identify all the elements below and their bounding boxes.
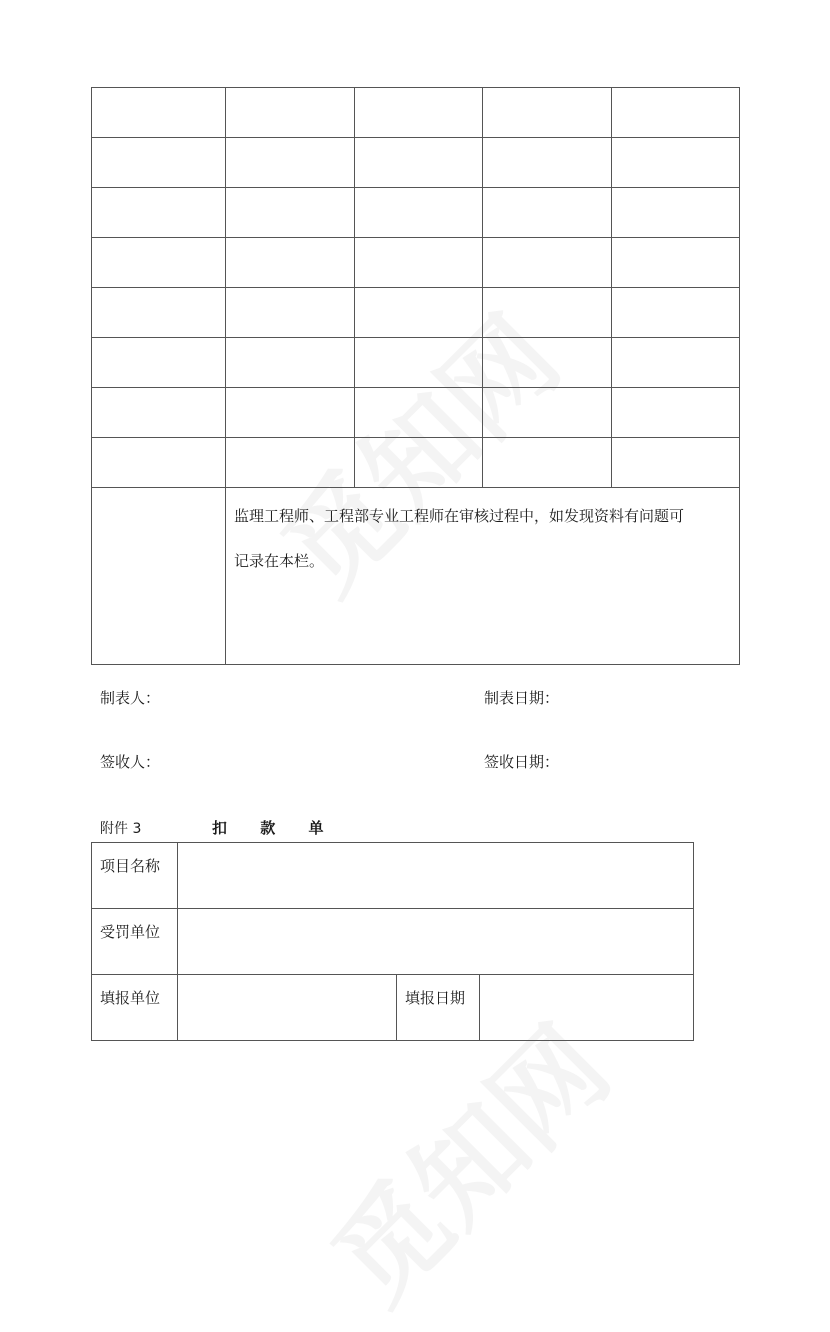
table-cell[interactable] (226, 88, 355, 138)
prepare-date-label: 制表日期： (484, 689, 560, 707)
remark-text-line1: 监理工程师、工程部专业工程师在审核过程中，如发现资料有问题可 (234, 507, 685, 525)
receiver-label: 签收人： (100, 753, 161, 771)
table-cell[interactable] (92, 238, 226, 288)
table-cell[interactable] (92, 138, 226, 188)
table-row (92, 338, 740, 388)
record-table (91, 87, 740, 665)
table-cell[interactable] (226, 288, 355, 338)
table-cell[interactable] (92, 88, 226, 138)
table-cell[interactable] (612, 388, 740, 438)
form-title: 扣 款 单 (212, 819, 338, 837)
table-cell[interactable] (355, 138, 483, 188)
table-row (92, 238, 740, 288)
table-cell[interactable] (612, 188, 740, 238)
table-row (92, 88, 740, 138)
reporting-date-label: 填报日期 (397, 975, 480, 1041)
table-cell[interactable] (483, 438, 612, 488)
table-cell[interactable] (483, 88, 612, 138)
penalized-unit-label: 受罚单位 (92, 909, 178, 975)
attachment-label: 附件 3 (100, 821, 142, 837)
table-cell[interactable] (226, 188, 355, 238)
table-row (92, 288, 740, 338)
table-cell[interactable] (355, 288, 483, 338)
reporting-date-field[interactable] (480, 975, 694, 1041)
table-cell[interactable] (92, 438, 226, 488)
table-cell[interactable] (483, 288, 612, 338)
table-row (92, 188, 740, 238)
table-cell[interactable] (226, 138, 355, 188)
table-cell[interactable] (355, 438, 483, 488)
table-cell[interactable] (355, 88, 483, 138)
project-name-field[interactable] (178, 843, 694, 909)
table-cell[interactable] (612, 438, 740, 488)
table-cell[interactable] (226, 388, 355, 438)
table-row (92, 438, 740, 488)
table-row (92, 975, 694, 1041)
table-row (92, 388, 740, 438)
table-cell[interactable] (483, 138, 612, 188)
table-cell[interactable] (612, 88, 740, 138)
remark-text-line2: 记录在本栏。 (234, 552, 325, 570)
table-cell[interactable] (355, 338, 483, 388)
table-cell[interactable] (355, 388, 483, 438)
table-row (92, 138, 740, 188)
table-cell[interactable] (355, 188, 483, 238)
project-name-label: 项目名称 (92, 843, 178, 909)
table-cell[interactable] (483, 188, 612, 238)
table-cell[interactable] (483, 388, 612, 438)
remark-cell[interactable] (226, 488, 740, 665)
deduction-table (91, 842, 694, 1041)
table-cell[interactable] (355, 238, 483, 288)
table-cell[interactable] (226, 238, 355, 288)
table-cell[interactable] (226, 438, 355, 488)
remark-row (92, 488, 740, 665)
table-cell[interactable] (92, 338, 226, 388)
table-cell[interactable] (612, 338, 740, 388)
table-cell[interactable] (612, 288, 740, 338)
preparer-label: 制表人： (100, 689, 161, 707)
table-cell[interactable] (483, 338, 612, 388)
remark-label-cell[interactable] (92, 488, 226, 665)
table-cell[interactable] (92, 388, 226, 438)
receive-date-label: 签收日期： (484, 753, 560, 771)
table-cell[interactable] (612, 138, 740, 188)
reporting-unit-label: 填报单位 (92, 975, 178, 1041)
table-row (92, 843, 694, 909)
table-cell[interactable] (92, 288, 226, 338)
table-cell[interactable] (226, 338, 355, 388)
table-cell[interactable] (612, 238, 740, 288)
penalized-unit-field[interactable] (178, 909, 694, 975)
reporting-unit-field[interactable] (178, 975, 397, 1041)
table-cell[interactable] (92, 188, 226, 238)
table-row (92, 909, 694, 975)
table-cell[interactable] (483, 238, 612, 288)
